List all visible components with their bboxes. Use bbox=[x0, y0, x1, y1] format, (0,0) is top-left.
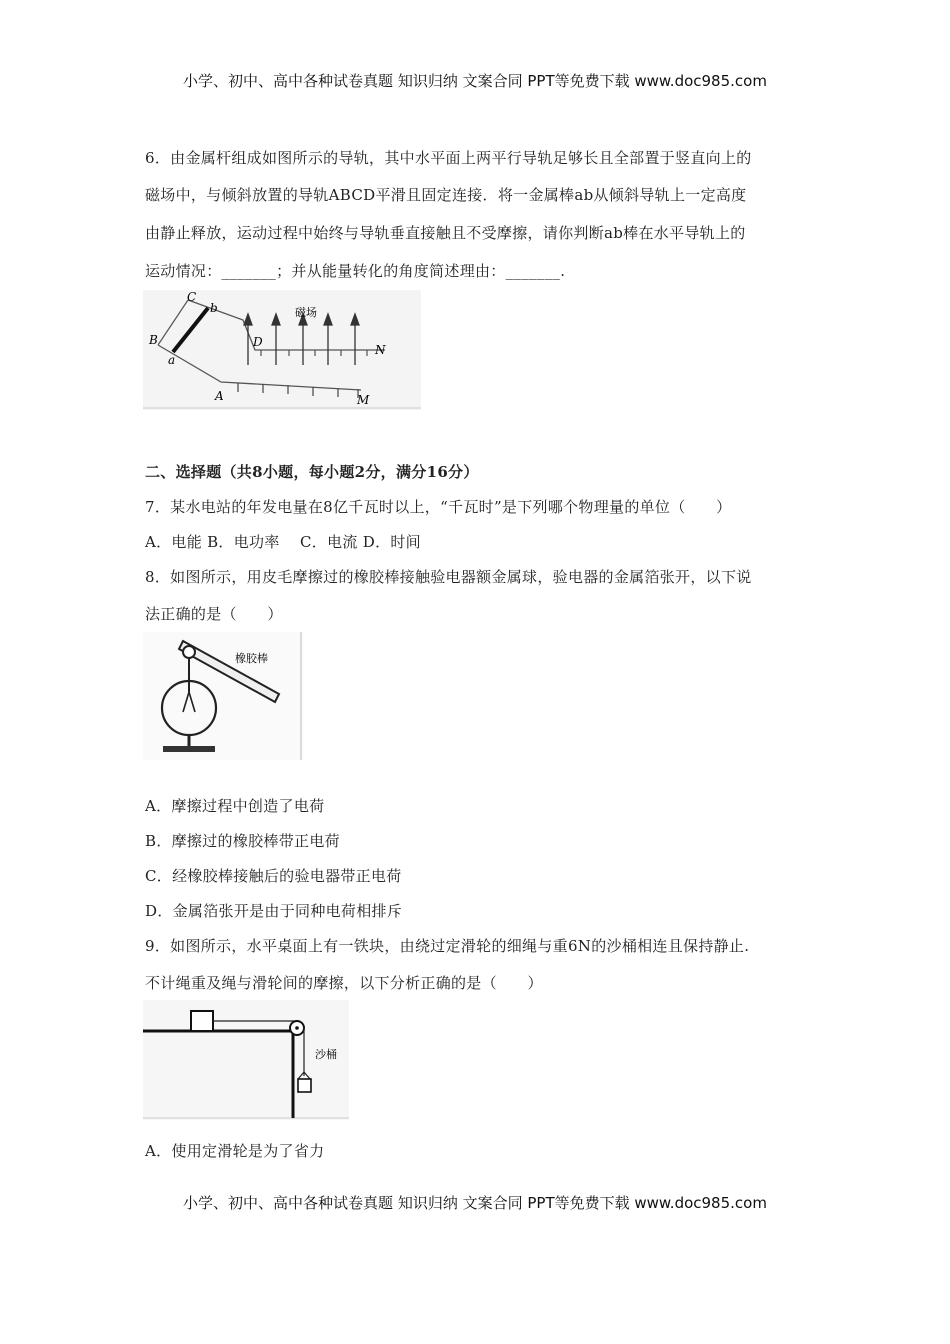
q8-option-d: D．金属箔张开是由于同种电荷相排斥 bbox=[145, 902, 403, 920]
page-footer: 小学、初中、高中各种试卷真题 知识归纳 文案合同 PPT等免费下载 www.doc985.com bbox=[183, 1194, 767, 1212]
q6-line-2: 磁场中，与倾斜放置的导轨ABCD平滑且固定连接．将一金属棒ab从倾斜导轨上一定高度 bbox=[145, 186, 747, 204]
q7-options: A．电能 B．电功率 C．电流 D．时间 bbox=[145, 533, 421, 551]
q9-pulley-figure bbox=[143, 1000, 349, 1120]
page-header: 小学、初中、高中各种试卷真题 知识归纳 文案合同 PPT等免费下载 www.doc985.com bbox=[183, 72, 767, 90]
q8-option-c: C．经橡胶棒接触后的验电器带正电荷 bbox=[145, 867, 402, 885]
q9-stem-2: 不计绳重及绳与滑轮间的摩擦，以下分析正确的是（ ） bbox=[145, 974, 543, 992]
q6-line-3: 由静止释放，运动过程中始终与导轨垂直接触且不受摩擦，请你判断ab棒在水平导轨上的 bbox=[145, 224, 746, 242]
label-b: b bbox=[210, 301, 218, 315]
section-2-title: 二、选择题（共8小题，每小题2分，满分16分） bbox=[145, 463, 479, 481]
label-a: a bbox=[168, 353, 176, 367]
q8-electroscope-figure bbox=[143, 632, 303, 760]
q6-line-4: 运动情况：_______；并从能量转化的角度简述理由：_______. bbox=[145, 262, 566, 280]
sand-bucket-label: 沙桶 bbox=[315, 1048, 337, 1061]
rubber-rod-label: 橡胶棒 bbox=[235, 652, 268, 665]
q8-stem-1: 8．如图所示，用皮毛摩擦过的橡胶棒接触验电器额金属球，验电器的金属箔张开，以下说 bbox=[145, 568, 752, 586]
label-M: M bbox=[357, 393, 370, 407]
label-A: A bbox=[215, 389, 224, 403]
q9-option-a: A．使用定滑轮是为了省力 bbox=[145, 1142, 325, 1160]
q8-option-b: B．摩擦过的橡胶棒带正电荷 bbox=[145, 832, 340, 850]
magnetic-field-label: 磁场 bbox=[295, 306, 317, 319]
q6-line-1: 6．由金属杆组成如图所示的导轨，其中水平面上两平行导轨足够长且全部置于竖直向上的 bbox=[145, 149, 752, 167]
label-B: B bbox=[149, 333, 158, 347]
label-C: C bbox=[187, 290, 197, 304]
q6-rail-figure bbox=[143, 290, 421, 410]
label-D: D bbox=[253, 335, 263, 349]
q9-stem-1: 9．如图所示，水平桌面上有一铁块，由绕过定滑轮的细绳与重6N的沙桶相连且保持静止. bbox=[145, 937, 750, 955]
q8-stem-2: 法正确的是（ ） bbox=[145, 605, 283, 623]
q8-option-a: A．摩擦过程中创造了电荷 bbox=[145, 797, 325, 815]
q7-stem: 7．某水电站的年发电量在8亿千瓦时以上，“千瓦时”是下列哪个物理量的单位（ ） bbox=[145, 498, 732, 516]
label-N: N bbox=[375, 343, 386, 357]
